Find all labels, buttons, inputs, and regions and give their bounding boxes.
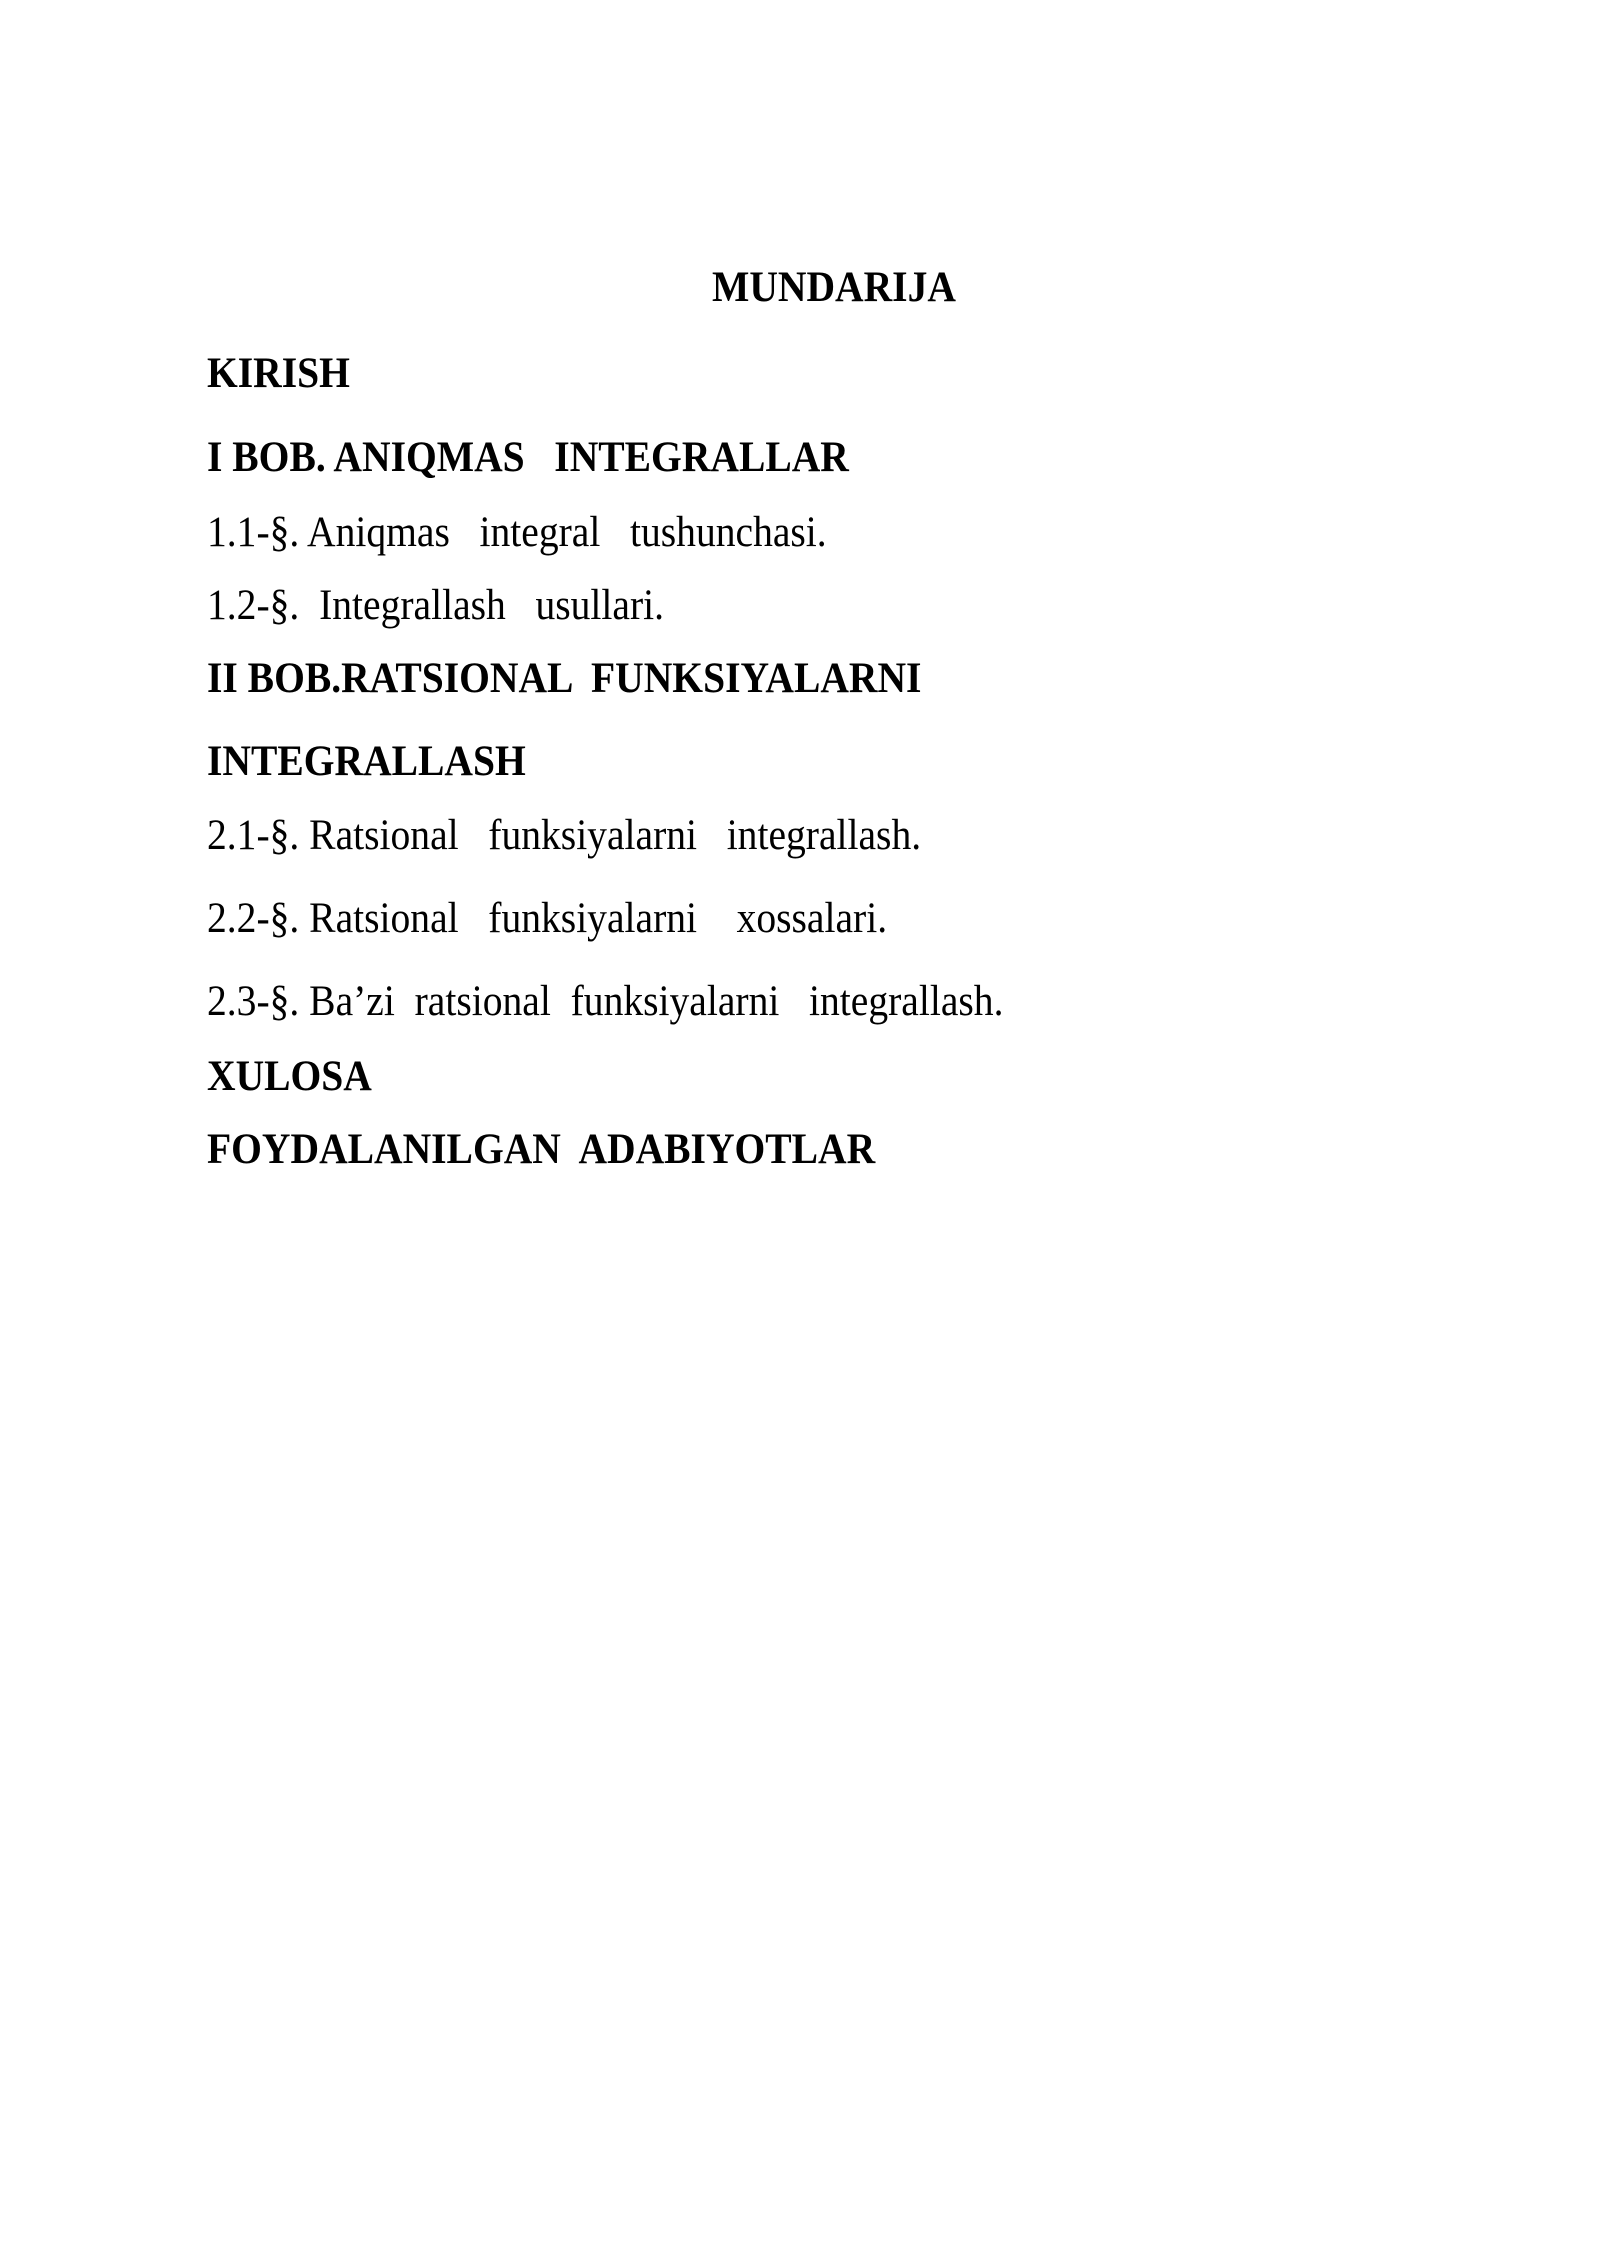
toc-section-1-1: 1.1-§. Aniqmas integral tushunchasi.: [207, 509, 827, 556]
toc-section-2-3: 2.3-§. Ba’zi ratsional funksiyalarni integrallash.: [207, 978, 1004, 1025]
page-title: MUNDARIJA: [712, 264, 956, 311]
toc-entry-conclusion: XULOSA: [207, 1053, 372, 1100]
toc-section-2-2: 2.2-§. Ratsional funksiyalarni xossalari.: [207, 895, 888, 942]
toc-entry-introduction: KIRISH: [207, 350, 350, 397]
toc-entry-references: FOYDALANILGAN ADABIYOTLAR: [207, 1126, 876, 1173]
toc-section-2-1: 2.1-§. Ratsional funksiyalarni integrallash.: [207, 812, 922, 859]
toc-chapter-2-heading-line-2: INTEGRALLASH: [207, 738, 526, 785]
toc-chapter-1-heading: I BOB. ANIQMAS INTEGRALLAR: [207, 434, 849, 481]
toc-section-1-2: 1.2-§. Integrallash usullari.: [207, 582, 665, 629]
toc-chapter-2-heading-line-1: II BOB.RATSIONAL FUNKSIYALARNI: [207, 655, 922, 702]
